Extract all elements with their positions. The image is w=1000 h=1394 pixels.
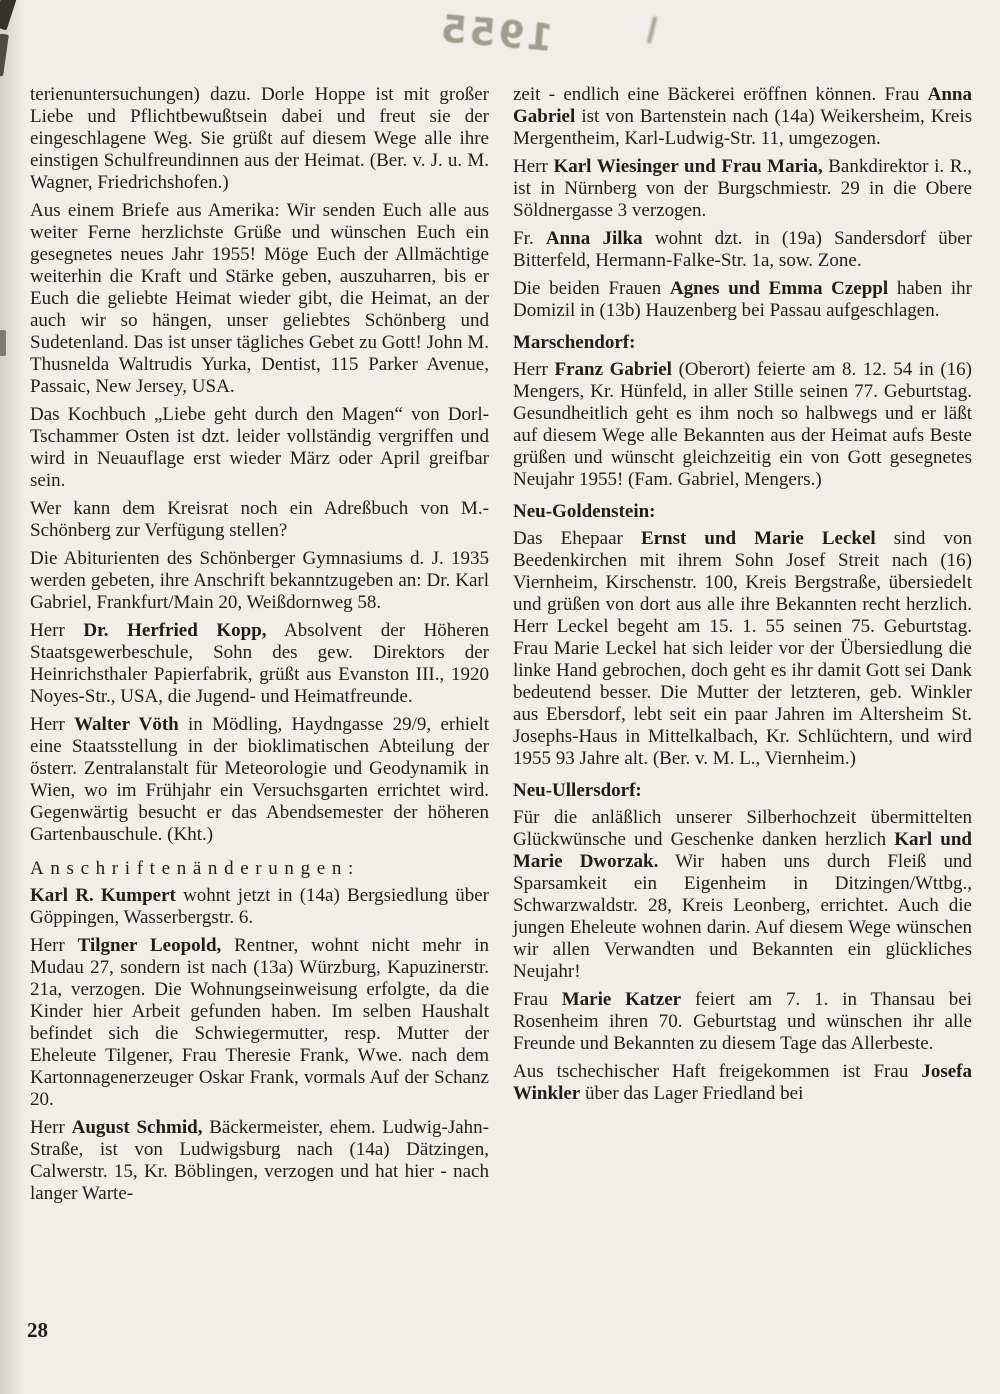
paragraph — [513, 528, 972, 770]
text-run: Bankdirektor i. R., ist in Nürnberg von der Burgschmiestr. 29 in die Obere Söldnergasse 3 verzogen. — [513, 156, 972, 221]
person-name: Tilgner Leopold, — [77, 935, 222, 956]
person-name: Walter Vöth — [74, 714, 179, 735]
text-run: Marschendorf: — [513, 332, 636, 353]
text-run: Herr — [30, 935, 78, 956]
person-name: Karl Wiesinger und Frau Maria, — [553, 156, 823, 177]
paragraph — [513, 989, 972, 1055]
person-name: Agnes und Emma Czeppl — [669, 278, 889, 299]
text-run: Die Abiturienten des Schönberger Gymnasiums d. J. 1935 werden gebeten, ihre Anschrift bekanntzugeben an: Dr. Karl Gabriel, Frankfurt/Main 20, Weißdornweg 58. — [30, 548, 489, 613]
text-run: terienuntersuchungen) dazu. Dorle Hoppe ist mit großer Liebe und Pflichtbewußtsein dabei und freut sie der eingeschlagene Weg. Sie grüßt auf diesem Wege alle ihre einstigen Schulfreundinnen aus der Heimat. (Ber. v. J. u. M. Wagner, Friedrichshofen.) — [30, 84, 489, 193]
text-run: zeit - endlich eine Bäckerei eröffnen können. Frau — [513, 84, 928, 105]
text-run: Herr — [513, 359, 555, 380]
text-run: Neu-Goldenstein: — [513, 501, 656, 522]
right-column — [513, 84, 972, 1211]
person-name: Dr. Herfried Kopp, — [83, 620, 267, 641]
text-run: Neu-Ullersdorf: — [513, 780, 642, 801]
text-run: Herr — [30, 1117, 72, 1138]
scan-artifact — [0, 330, 6, 356]
person-name: August Schmid, — [71, 1117, 203, 1138]
section-heading — [513, 332, 972, 354]
paragraph — [30, 200, 489, 398]
text-run: Aus tschechischer Haft freigekommen ist Frau — [513, 1061, 922, 1082]
paragraph — [30, 620, 489, 708]
text-run: haben ihr Domizil in (13b) Hauzenberg bei Passau aufgeschlagen. — [513, 278, 972, 321]
text-run: Absolvent der Höheren Staatsgewerbeschule, Sohn des gew. Direktors der Heinrichsthaler Papierfabrik, grüßt aus Evanston III., 1920 Noyes-Str., USA, die Jugend- und Heimatfreunde. — [30, 620, 489, 707]
paragraph — [513, 359, 972, 491]
text-run: Das Ehepaar — [513, 528, 641, 549]
text-run: über das Lager Friedland bei — [580, 1083, 804, 1104]
paragraph — [513, 1061, 972, 1105]
person-name: Ernst und Marie Leckel — [640, 528, 876, 549]
text-run: in Mödling, Haydngasse 29/9, erhielt eine Staatsstellung in der bioklimatischen Abteilung der österr. Zentralanstalt für Meteorologie und Geodynamik in Wien, wo im Frühjahr ein Versuchsgarten errichtet wird. Gegenwärtig besucht er das Abendsemester der höheren Gartenbauschule. (Kht.) — [30, 714, 489, 845]
text-run: Herr — [513, 156, 554, 177]
left-column — [30, 84, 489, 1211]
paragraph — [30, 935, 489, 1111]
year-stamp: 1955 — [436, 7, 555, 60]
paragraph — [513, 807, 972, 983]
person-name: Anna Jilka — [545, 228, 643, 249]
person-name: Josefa Winkler — [513, 1061, 972, 1104]
person-name: Karl R. Kumpert — [30, 885, 176, 906]
text-run: Wer kann dem Kreisrat noch ein Adreßbuch von M.-Schönberg zur Verfügung stellen? — [30, 498, 489, 541]
paragraph — [30, 885, 489, 929]
text-run: Das Kochbuch „Liebe geht durch den Magen“ von Dorl-Tschammer Osten ist dzt. leider vollständig vergriffen und wird in Neuauflage erst wieder März oder April greifbar sein. — [30, 404, 489, 491]
paragraph — [30, 84, 489, 194]
text-run: Für die anläßlich unserer Silberhochzeit übermittelten Glückwünsche und Geschenke danken herzlich — [513, 807, 972, 850]
person-name: Franz Gabriel — [554, 359, 672, 380]
text-run: Anschriftenänderungen: — [30, 858, 360, 879]
text-run: feiert am 7. 1. in Thansau bei Rosenheim ihren 70. Geburtstag und wünschen ihr alle Freunde und Bekannten zu diesem Tage das Allerbeste. — [513, 989, 972, 1054]
page-number: 28 — [27, 1318, 48, 1342]
text-run: Wir haben uns durch Fleiß und Sparsamkeit ein Eigenheim in Ditzingen/Wttbg., Schwarzwaldstr. 28, Kreis Leonberg, errichtet. Auch die jungen Eheleute wohnen darin. Auf diesem Wege wünschen wir allen Verwandten und Bekannten ein glückliches Neujahr! — [513, 851, 972, 982]
text-run: Aus einem Briefe aus Amerika: Wir senden Euch alle aus weiter Ferne herzlichste Grüße und wünschen Euch ein gesegnetes neues Jahr 1955! Möge Euch der Allmächtige weiterhin die Kraft und Stärke geben, auszuharren, bis er Euch die geliebte Heimat wieder gibt, die Heimat, an der auch wir so hängen, unser geliebtes Schönberg und Sudetenland. Das ist unser tägliches Gebet zu Gott! John M. Thusnelda Waltrudis Yurka, Dentist, 115 Parker Avenue, Passaic, New Jersey, USA. — [30, 200, 489, 397]
text-run: Bäckermeister, ehem. Ludwig-Jahn-Straße, ist von Ludwigsburg nach (14a) Dätzingen, Calwerstr. 15, Kr. Böblingen, verzogen und hat hier - nach langer Warte- — [30, 1117, 489, 1204]
text-run: (Oberort) feierte am 8. 12. 54 in (16) Mengers, Kr. Hünfeld, in aller Stille seinen 77. Geburtstag. Gesundheitlich geht es ihm noch so halbwegs und er läßt auf diesem Wege alle Bekannten aus der Heimat aufs Beste grüßen und wünscht gleichzeitig ein von Gott gesegnetes Neujahr 1955! (Fam. Gabriel, Mengers.) — [513, 359, 973, 490]
person-name: Anna Gabriel — [513, 84, 972, 127]
paragraph — [513, 228, 972, 272]
paragraph — [30, 548, 489, 614]
scan-artifact — [0, 34, 9, 77]
section-heading — [30, 858, 489, 880]
paragraph — [30, 498, 489, 542]
scan-artifact — [0, 0, 17, 30]
text-run: Die beiden Frauen — [513, 278, 670, 299]
text-run: sind von Beedenkirchen mit ihrem Sohn Josef Streit nach (16) Viernheim, Kirschenstr. 100, Kreis Bergstraße, übersiedelt und grüßen von dort aus alle ihre Bekannten recht herzlich. Herr Leckel begeht am 15. 1. 55 seinen 75. Geburtstag. Frau Marie Leckel hat sich leider vor der Übersiedlung die linke Hand gebrochen, doch geht es ihr damit Gott sei Dank bedeutend besser. Die Mutter der letzteren, geb. Winkler aus Ebersdorf, lebt seit ein paar Jahren im Altersheim St. Josephs-Haus in Mittelkalbach, Kr. Schlüchtern, und wird 1955 93 Jahre alt. (Ber. v. M. L., Viernheim.) — [513, 528, 972, 769]
person-name: Karl und Marie Dworzak. — [513, 829, 972, 872]
paragraph — [513, 156, 972, 222]
text-run: ist von Bartenstein nach (14a) Weikersheim, Kreis Mergentheim, Karl-Ludwig-Str. 11, umgezogen. — [513, 106, 972, 149]
paragraph — [30, 714, 489, 846]
text-run: Herr — [30, 620, 84, 641]
text-run: Rentner, wohnt nicht mehr in Mudau 27, sondern ist nach (13a) Würzburg, Kapuzinerstr. 21a, verzogen. Die Wohnungseinweisung erfolgte, da die Kinder hier Arbeit gefunden haben. Im selben Haushalt befindet sich die Schwiegermutter, resp. Mutter der Eheleute Tilgener, Frau Theresie Frank, Wwe. nach dem Kartonnagenerzeuger Oskar Frank, vormals Auf der Schanz 20. — [30, 935, 489, 1110]
section-heading — [513, 501, 972, 523]
binding-edge-shadow — [0, 0, 26, 1394]
text-run: Frau — [513, 989, 562, 1010]
ink-smudge — [647, 16, 658, 44]
paragraph — [513, 278, 972, 322]
paragraph — [513, 84, 972, 150]
person-name: Marie Katzer — [561, 989, 682, 1010]
text-run: wohnt dzt. in (19a) Sandersdorf über Bitterfeld, Hermann-Falke-Str. 1a, sow. Zone. — [513, 228, 972, 271]
text-run: Fr. — [513, 228, 546, 249]
paragraph — [30, 404, 489, 492]
text-columns — [30, 84, 972, 1211]
text-run: wohnt jetzt in (14a) Bergsiedlung über Göppingen, Wasserbergstr. 6. — [30, 885, 489, 928]
paragraph — [30, 1117, 489, 1205]
section-heading — [513, 780, 972, 802]
text-run: Herr — [30, 714, 75, 735]
